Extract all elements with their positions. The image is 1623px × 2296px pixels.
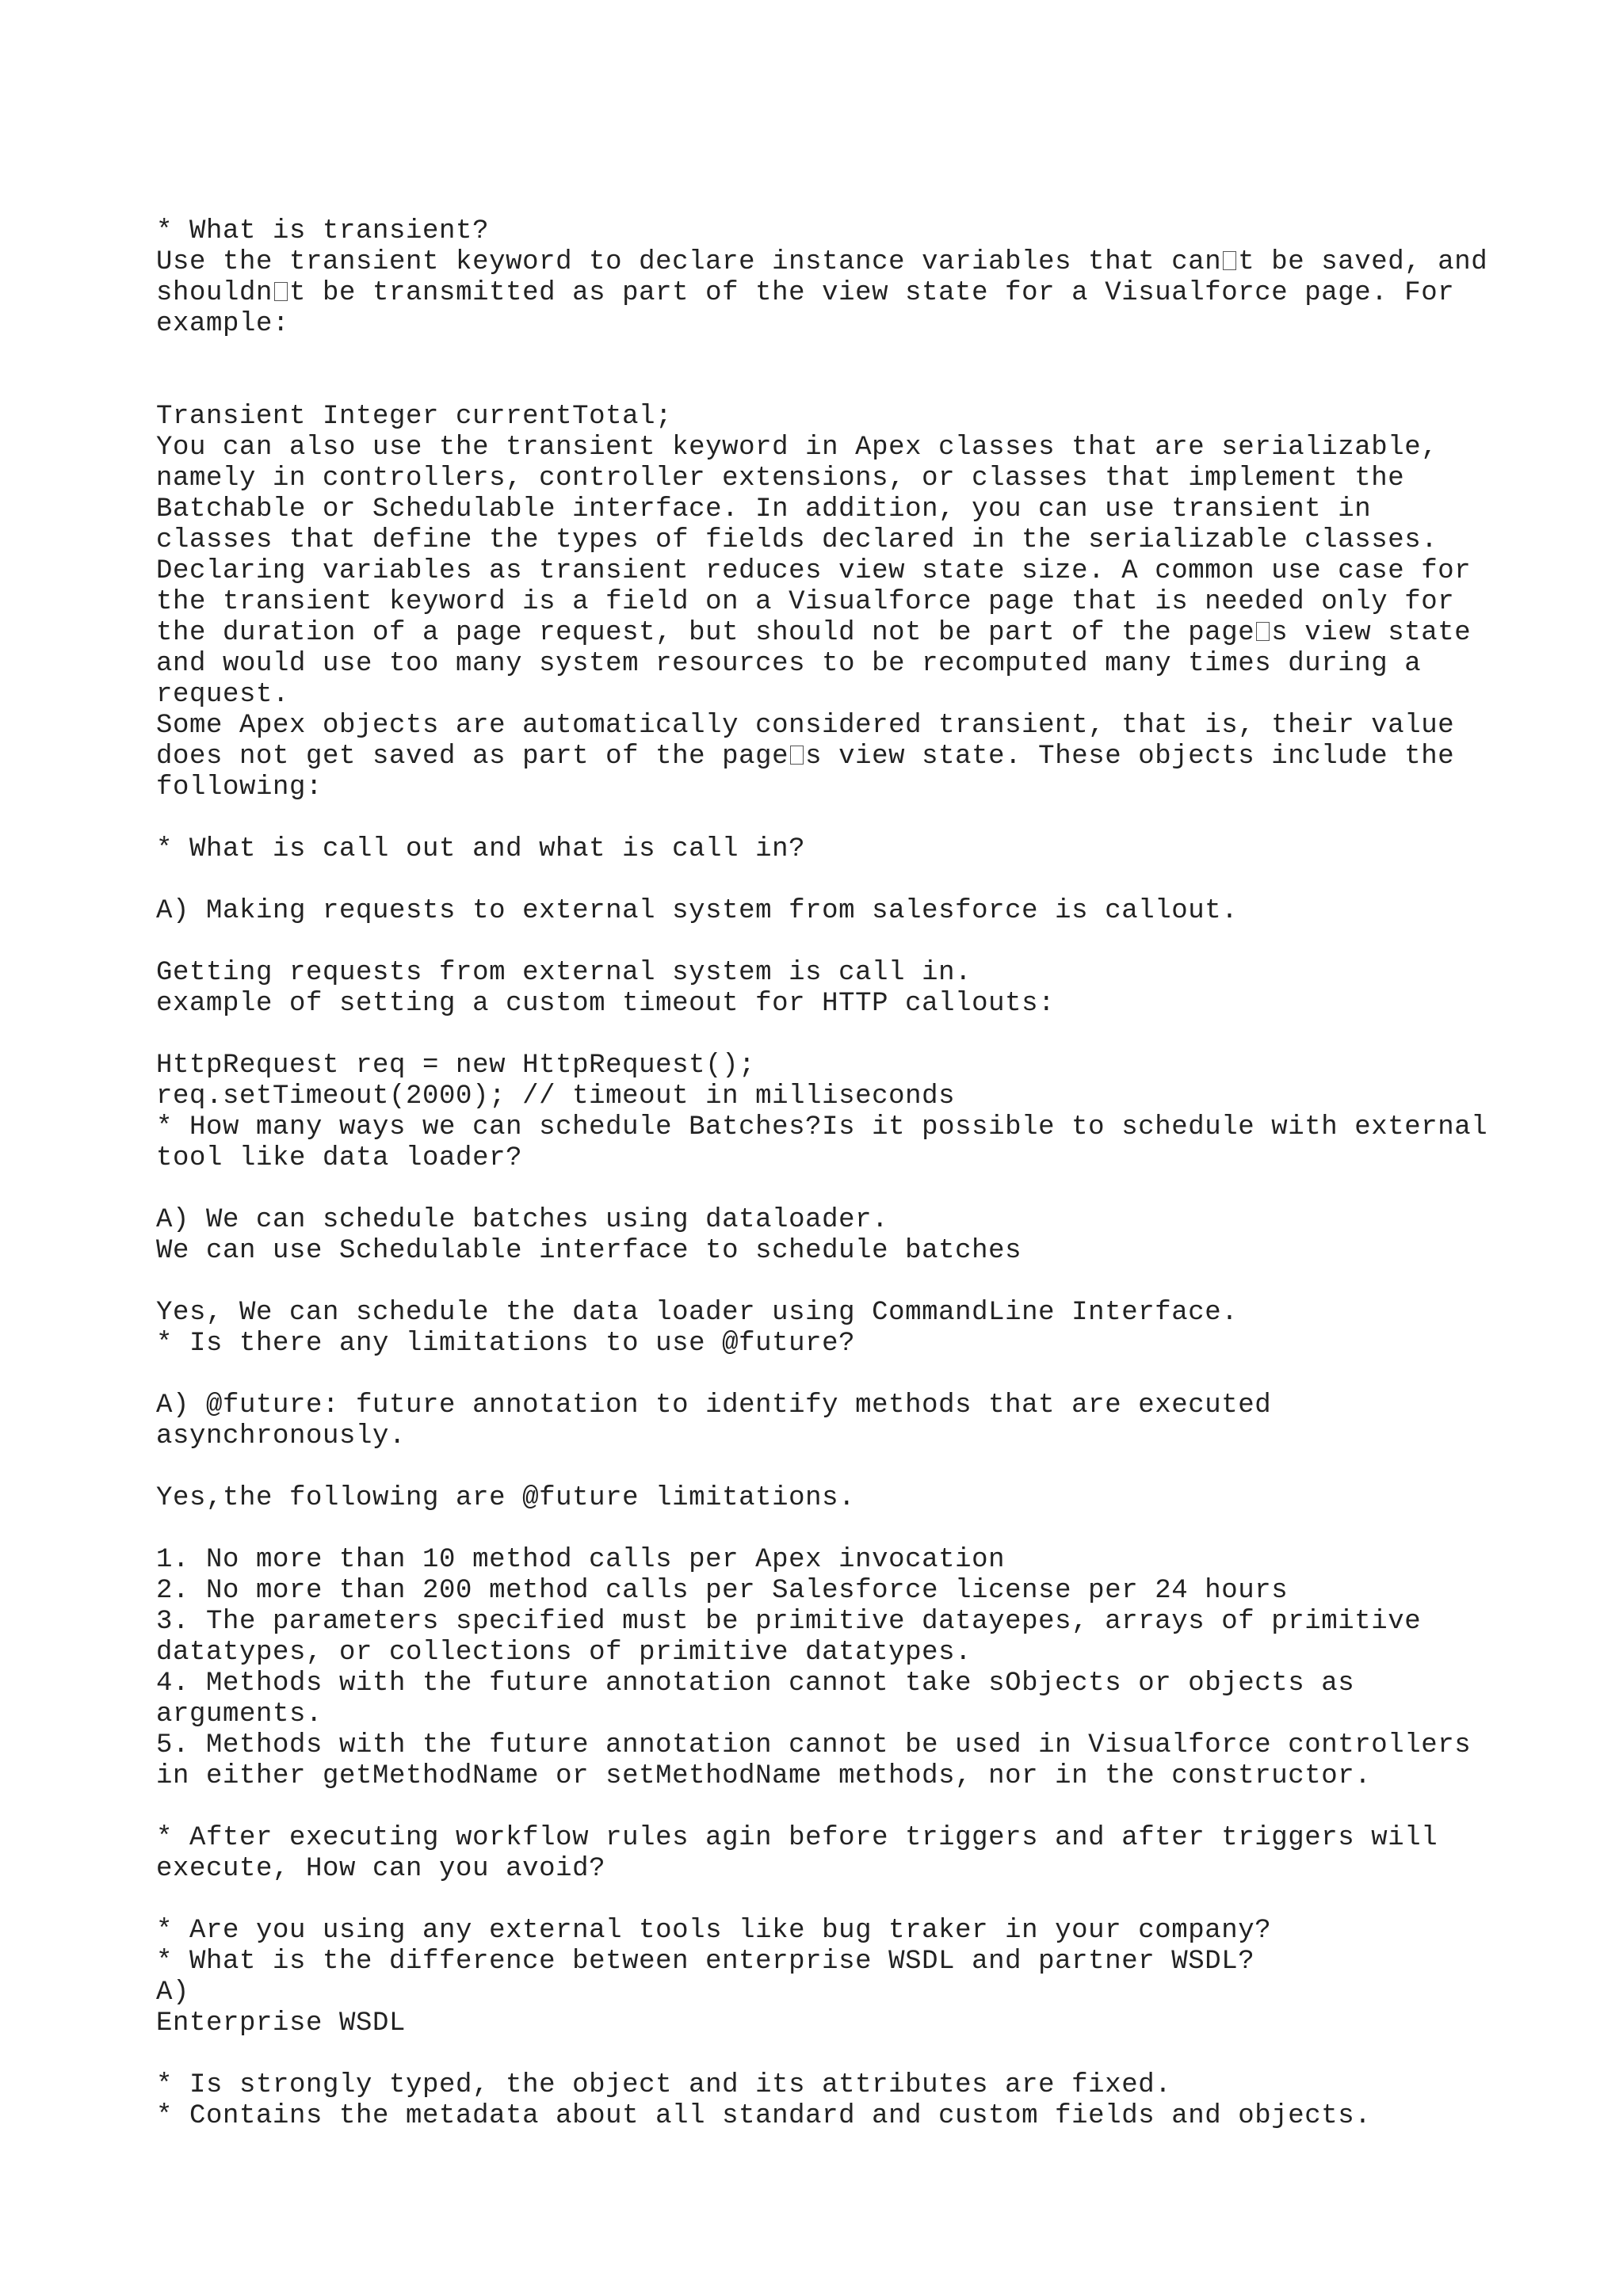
text-line: * Is strongly typed, the object and its attributes are fixed.	[156, 2070, 1172, 2100]
text-line	[156, 340, 1583, 371]
text-line: in either getMethodName or setMethodName methods, nor in the constructor.	[156, 1761, 1372, 1791]
text-line: * How many ways we can schedule Batches?Is it possible to schedule with external	[156, 1112, 1488, 1142]
text-line: request.	[156, 680, 290, 710]
text-line: Use the transient keyword to declare instance variables that can t be saved, and	[156, 247, 1488, 277]
text-line	[156, 1360, 1583, 1390]
text-line: 1. No more than 10 method calls per Apex invocation	[156, 1545, 1006, 1575]
text-line: Transient Integer currentTotal;	[156, 402, 673, 432]
text-line: * Contains the metadata about all standard and custom fields and objects.	[156, 2101, 1372, 2131]
text-line: 4. Methods with the future annotation cannot take sObjects or objects as	[156, 1669, 1355, 1699]
text-line: You can also use the transient keyword in Apex classes that are serializable,	[156, 433, 1438, 463]
text-line: asynchronously.	[156, 1421, 407, 1451]
text-line	[156, 927, 1583, 958]
text-line: Getting requests from external system is call in.	[156, 958, 972, 988]
text-line	[156, 1020, 1583, 1051]
text-line: 3. The parameters specified must be primitive datayepes, arrays of primitive	[156, 1607, 1422, 1637]
text-line: classes that define the types of fields declared in the serializable classes.	[156, 525, 1438, 555]
text-line	[156, 865, 1583, 896]
text-line: * What is transient?	[156, 216, 490, 246]
text-line: Enterprise WSDL	[156, 2008, 407, 2039]
text-line: the duration of a page request, but should not be part of the page s view state	[156, 618, 1472, 648]
text-line	[156, 1174, 1583, 1205]
text-line: execute, How can you avoid?	[156, 1854, 606, 1884]
text-line: A) We can schedule batches using dataloader.	[156, 1205, 889, 1235]
missing-glyph-box	[1223, 251, 1236, 270]
text-line: Yes, We can schedule the data loader using CommandLine Interface.	[156, 1298, 1239, 1328]
text-line: example:	[156, 309, 290, 339]
text-line: tool like data loader?	[156, 1143, 523, 1173]
text-line: does not get saved as part of the page s view state. These objects include the	[156, 742, 1455, 772]
text-line: Some Apex objects are automatically considered transient, that is, their value	[156, 711, 1455, 741]
text-line: Declaring variables as transient reduces view state size. A common use case for	[156, 556, 1472, 586]
text-line: example of setting a custom timeout for HTTP callouts:	[156, 989, 1056, 1019]
text-line	[156, 2039, 1583, 2070]
text-line	[156, 1885, 1583, 1916]
text-line: * Are you using any external tools like bug traker in your company?	[156, 1916, 1272, 1946]
text-line: following:	[156, 772, 323, 803]
text-line: A) @future: future annotation to identify methods that are executed	[156, 1390, 1272, 1421]
text-line: Batchable or Schedulable interface. In addition, you can use transient in	[156, 494, 1372, 524]
text-line: req.setTimeout(2000); // timeout in milliseconds	[156, 1081, 956, 1112]
text-line	[156, 1792, 1583, 1823]
text-line: * Is there any limitations to use @future?	[156, 1329, 856, 1359]
text-line: * What is the difference between enterprise WSDL and partner WSDL?	[156, 1947, 1255, 1977]
text-line: arguments.	[156, 1699, 323, 1730]
text-line: A)	[156, 1978, 190, 2008]
text-line: A) Making requests to external system from salesforce is callout.	[156, 896, 1239, 926]
text-line	[156, 803, 1583, 834]
document-body	[156, 216, 1583, 2132]
text-line: 2. No more than 200 method calls per Salesforce license per 24 hours	[156, 1576, 1289, 1606]
text-line: and would use too many system resources to be recomputed many times during a	[156, 649, 1422, 679]
text-line: * What is call out and what is call in?	[156, 834, 806, 864]
text-line	[156, 1267, 1583, 1298]
text-line: * After executing workflow rules agin before triggers and after triggers will	[156, 1823, 1438, 1853]
text-line	[156, 1452, 1583, 1483]
text-line: 5. Methods with the future annotation cannot be used in Visualforce controllers	[156, 1730, 1472, 1760]
missing-glyph-box	[790, 746, 804, 765]
text-line: the transient keyword is a field on a Visualforce page that is needed only for	[156, 587, 1455, 617]
text-line: We can use Schedulable interface to schedule batches	[156, 1236, 1022, 1266]
text-line: Yes,the following are @future limitations.	[156, 1483, 856, 1513]
missing-glyph-box	[1256, 622, 1270, 641]
text-line	[156, 371, 1583, 402]
text-line	[156, 1514, 1583, 1545]
text-line: HttpRequest req = new HttpRequest();	[156, 1051, 756, 1081]
text-line: datatypes, or collections of primitive datatypes.	[156, 1638, 972, 1668]
text-line: namely in controllers, controller extensions, or classes that implement the	[156, 463, 1405, 494]
missing-glyph-box	[274, 282, 288, 301]
text-line: shouldn t be transmitted as part of the view state for a Visualforce page. For	[156, 278, 1455, 308]
